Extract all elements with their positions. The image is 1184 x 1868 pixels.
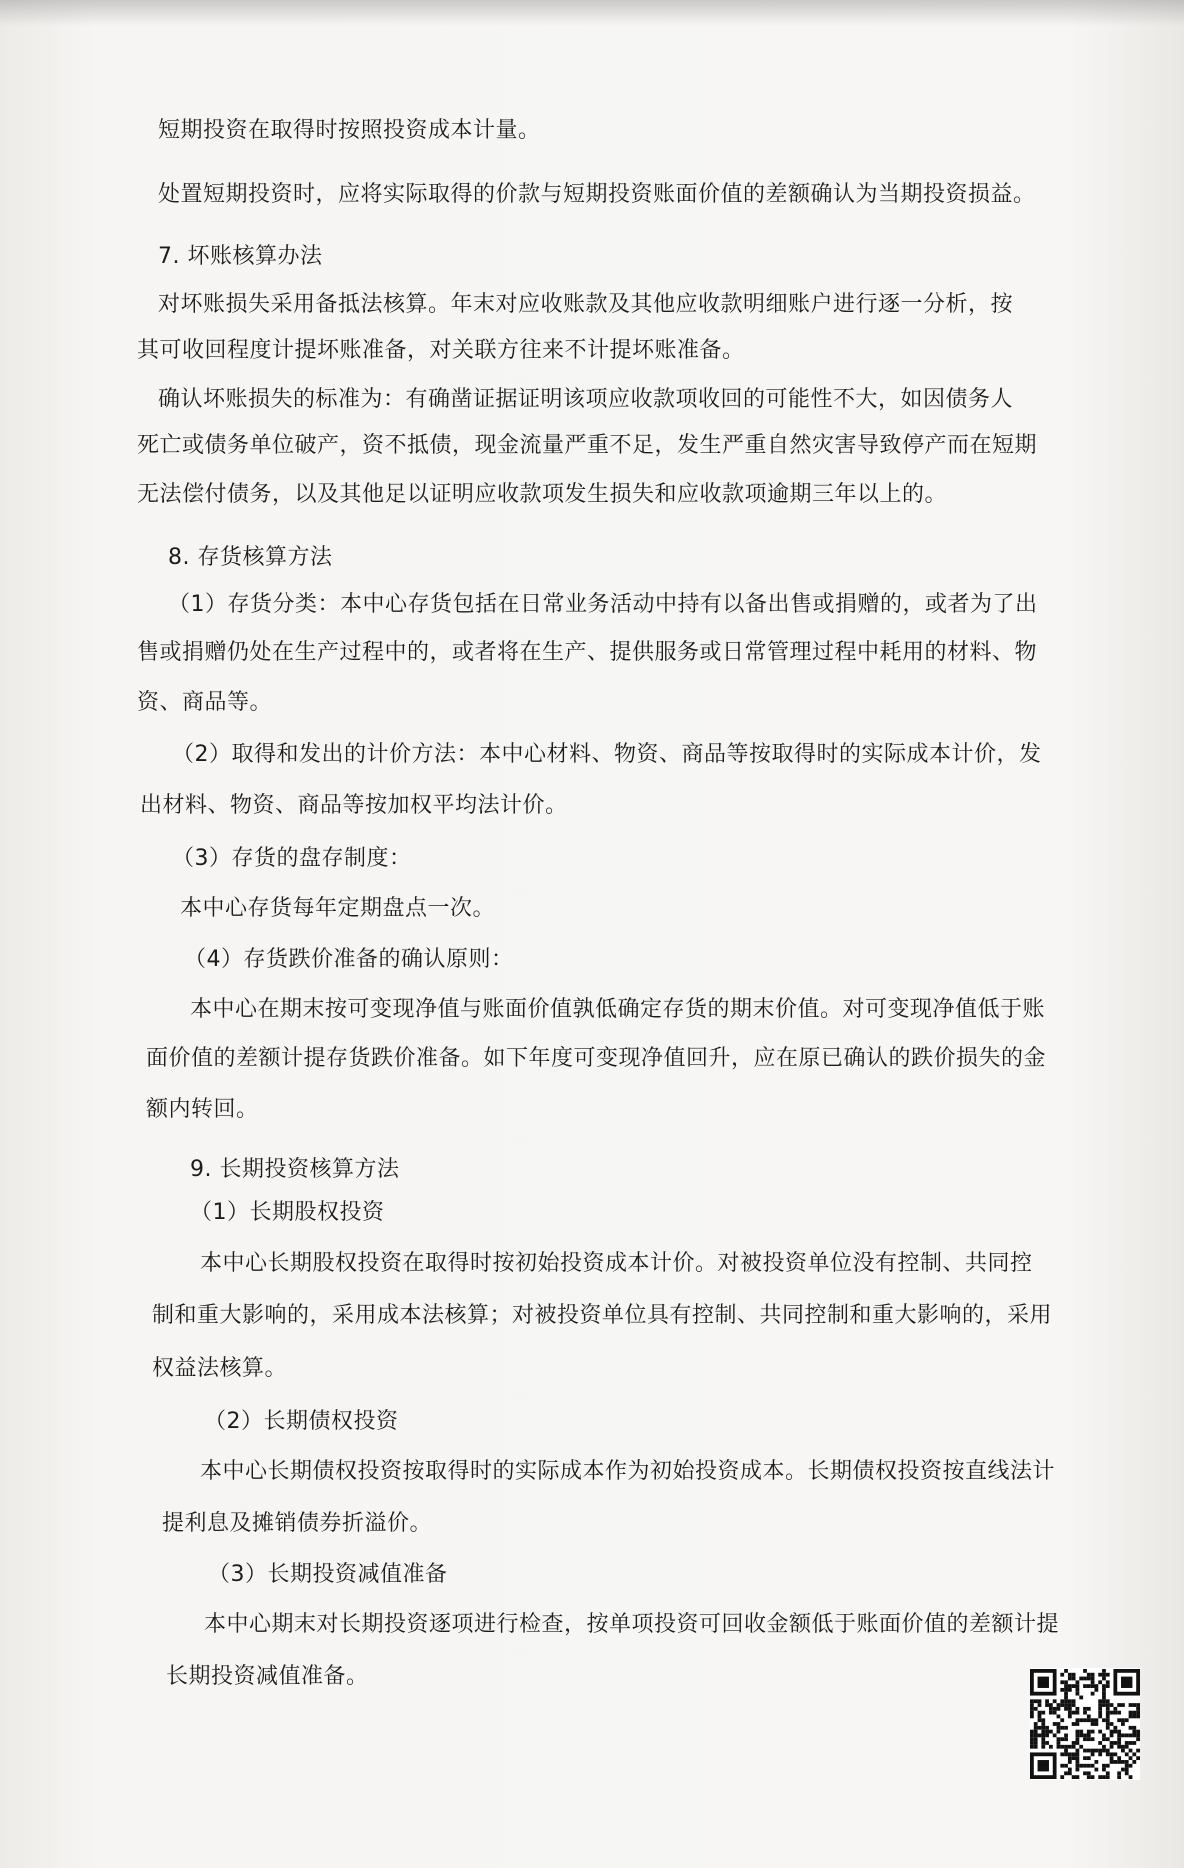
paragraph-line: 死亡或债务单位破产，资不抵债，现金流量严重不足，发生严重自然灾害导致停产而在短期 [137,433,1038,458]
paragraph-line: 无法偿付债务，以及其他足以证明应收款项发生损失和应收款项逾期三年以上的。 [137,482,948,507]
subsection-heading: （1）长期股权投资 [190,1200,385,1225]
section-heading-8: 8. 存货核算方法 [168,545,333,570]
paragraph-line: 额内转回。 [146,1097,259,1122]
paragraph-line: 其可收回程度计提坏账准备，对关联方往来不计提坏账准备。 [137,338,745,363]
paragraph-line: 权益法核算。 [152,1356,288,1381]
section-heading-9: 9. 长期投资核算方法 [190,1157,400,1182]
paragraph-line: 售或捐赠仍处在生产过程中的，或者将在生产、提供服务或日常管理过程中耗用的材料、物 [137,640,1038,665]
paragraph-line: 本中心长期债权投资按取得时的实际成本作为初始投资成本。长期债权投资按直线法计 [200,1459,1056,1484]
paragraph-line: （3）存货的盘存制度： [172,846,412,871]
paragraph-line: 对坏账损失采用备抵法核算。年末对应收账款及其他应收款明细账户进行逐一分析，按 [158,292,1014,317]
paragraph-line: 处置短期投资时，应将实际取得的价款与短期投资账面价值的差额确认为当期投资损益。 [158,182,1036,207]
paragraph-line: 本中心在期末按可变现净值与账面价值孰低确定存货的期末价值。对可变现净值低于账 [190,997,1046,1022]
paragraph-line: 确认坏账损失的标准为：有确凿证据证明该项应收款项收回的可能性不大，如因债务人 [158,387,1014,412]
paragraph-line: （2）取得和发出的计价方法：本中心材料、物资、商品等按取得时的实际成本计价，发 [172,742,1042,767]
paragraph-line: 长期投资减值准备。 [166,1664,369,1689]
qr-code-icon [1030,1668,1140,1780]
paragraph-line: 面价值的差额计提存货跌价准备。如下年度可变现净值回升，应在原已确认的跌价损失的金 [146,1046,1047,1071]
paragraph-line: 短期投资在取得时按照投资成本计量。 [158,118,541,143]
section-heading-7: 7. 坏账核算办法 [158,244,323,269]
paragraph-line: 本中心期末对长期投资逐项进行检查，按单项投资可回收金额低于账面价值的差额计提 [204,1612,1060,1637]
paragraph-line: （4）存货跌价准备的确认原则： [184,947,514,972]
scan-edge-shadow [0,0,1184,26]
subsection-heading: （2）长期债权投资 [204,1409,399,1434]
paragraph-line: 制和重大影响的，采用成本法核算；对被投资单位具有控制、共同控制和重大影响的，采用 [152,1303,1053,1328]
paragraph-line: 本中心长期股权投资在取得时按初始投资成本计价。对被投资单位没有控制、共同控 [200,1251,1033,1276]
paragraph-line: （1）存货分类：本中心存货包括在日常业务活动中持有以备出售或捐赠的，或者为了出 [168,592,1038,617]
paragraph-line: 出材料、物资、商品等按加权平均法计价。 [140,793,568,818]
subsection-heading: （3）长期投资减值准备 [208,1562,448,1587]
paragraph-line: 本中心存货每年定期盘点一次。 [180,896,496,921]
paragraph-line: 资、商品等。 [137,690,273,715]
paragraph-line: 提利息及摊销债券折溢价。 [162,1511,433,1536]
